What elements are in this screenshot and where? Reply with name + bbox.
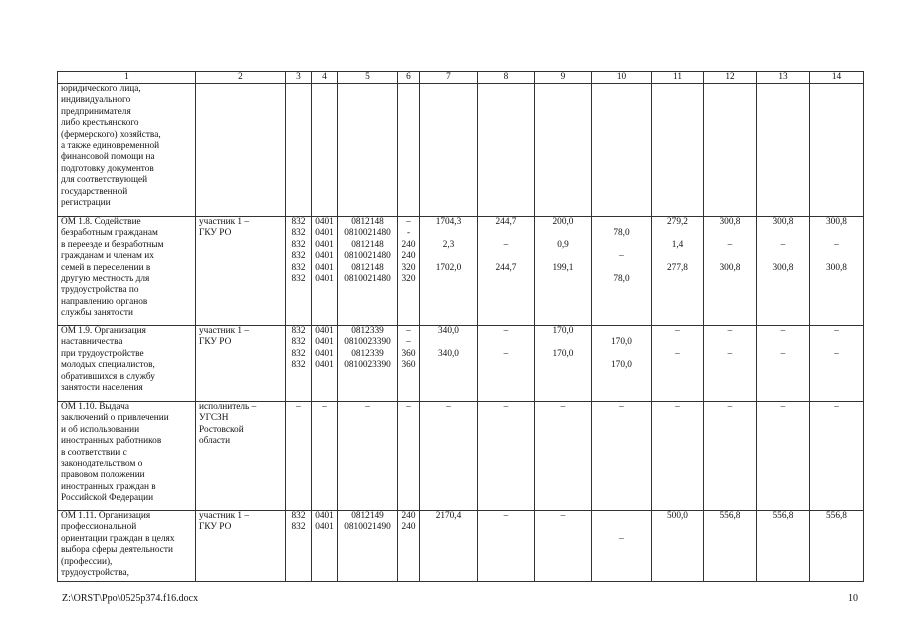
cell-value: 0810021480 — [344, 251, 391, 262]
table-cell — [338, 326, 398, 402]
cell-value: – — [727, 348, 733, 359]
cell-value: 0812148 — [351, 217, 384, 227]
column-header: 3 — [286, 72, 312, 84]
cell-value — [537, 360, 589, 371]
cell-value — [422, 274, 475, 285]
table-cell — [535, 84, 592, 217]
cell-value: 500,0 — [667, 511, 688, 521]
column-header: 9 — [535, 72, 592, 84]
table-cell — [478, 402, 535, 511]
table-cell — [478, 326, 535, 402]
cell-value: 0812339 — [351, 348, 384, 359]
cell-value: 244,7 — [495, 217, 517, 227]
cell-value: 0401 — [315, 348, 334, 359]
cell-value: 340,0 — [438, 348, 459, 359]
table-cell — [757, 511, 810, 582]
table-cell — [810, 326, 864, 402]
cell-value: – — [727, 402, 733, 412]
cell-value: 832 — [291, 337, 306, 348]
table-cell — [757, 326, 810, 402]
cell-value — [422, 337, 475, 348]
cell-value: 300,8 — [719, 262, 741, 273]
table-cell — [478, 84, 535, 217]
cell-value: – — [503, 402, 509, 412]
measure-description: ОМ 1.11. Организация профессиональной ориентации граждан в целях выбора сферы деятельности (профессии), трудоустройства, — [58, 511, 196, 582]
table-cell — [704, 326, 757, 402]
cell-value: 0401 — [315, 251, 334, 262]
cell-value: 0401 — [315, 217, 334, 227]
table-cell — [704, 84, 757, 217]
cell-value — [654, 360, 701, 371]
cell-value: 0810023390 — [344, 360, 391, 371]
cell-value: 300,8 — [826, 217, 847, 227]
table-cell — [478, 511, 535, 582]
cell-value: 0401 — [315, 239, 334, 250]
cell-value: 240 — [401, 251, 416, 262]
table-cell — [478, 217, 535, 326]
responsible-party: участник 1 – ГКУ РО — [196, 217, 286, 326]
cell-value: 0401 — [315, 228, 334, 239]
cell-value: – — [296, 402, 301, 412]
cell-value — [654, 337, 701, 348]
cell-value: – — [503, 326, 509, 336]
table-cell — [704, 217, 757, 326]
table-cell — [312, 217, 338, 326]
cell-value: 556,8 — [826, 511, 847, 521]
cell-value — [480, 251, 532, 262]
column-header: 4 — [312, 72, 338, 84]
cell-value: – — [727, 239, 733, 250]
cell-value — [812, 251, 861, 262]
cell-value — [594, 511, 649, 522]
table-cell — [420, 402, 478, 511]
cell-value: 832 — [291, 360, 306, 371]
responsible-party — [196, 84, 286, 217]
column-header: 13 — [757, 72, 810, 84]
table-cell — [592, 84, 652, 217]
cell-value: 170,0 — [611, 360, 632, 371]
cell-value: 170,0 — [552, 348, 574, 359]
cell-value — [706, 274, 754, 285]
cell-value: 0810021480 — [344, 228, 391, 239]
cell-value — [759, 337, 807, 348]
cell-value — [759, 274, 807, 285]
cell-value: 199,1 — [552, 262, 574, 273]
cell-value — [480, 360, 532, 371]
table-row — [58, 326, 864, 402]
cell-value: 340,0 — [438, 326, 459, 336]
cell-value: 0401 — [315, 360, 334, 371]
cell-value: – — [780, 326, 786, 336]
cell-value — [537, 228, 589, 239]
cell-value: – — [619, 251, 624, 262]
column-header: 7 — [420, 72, 478, 84]
cell-value — [594, 240, 649, 251]
table-cell — [312, 402, 338, 511]
cell-value: – — [503, 239, 509, 250]
cell-value: 0812148 — [351, 239, 384, 250]
cell-value — [480, 274, 532, 285]
cell-value: – — [560, 511, 566, 521]
table-cell — [398, 217, 420, 326]
table-row — [58, 84, 864, 217]
table-cell — [312, 511, 338, 582]
cell-value: 0,9 — [557, 239, 569, 250]
cell-value: – — [675, 348, 680, 359]
table-cell — [757, 402, 810, 511]
table-cell — [535, 511, 592, 582]
table-cell — [652, 217, 704, 326]
cell-value: 0812148 — [351, 262, 384, 273]
column-header: 8 — [478, 72, 535, 84]
cell-value: 832 — [291, 273, 306, 284]
cell-value: 279,2 — [667, 217, 688, 227]
cell-value: – — [834, 239, 839, 250]
cell-value: – — [619, 402, 624, 412]
cell-value: - — [406, 228, 411, 239]
table-cell — [338, 84, 398, 217]
cell-value — [706, 251, 754, 262]
table-cell — [338, 511, 398, 582]
column-header: 10 — [592, 72, 652, 84]
cell-value: 2,3 — [442, 239, 455, 250]
table-cell — [286, 326, 312, 402]
table-cell — [286, 84, 312, 217]
table-cell — [592, 402, 652, 511]
table-cell — [810, 84, 864, 217]
table-cell — [535, 402, 592, 511]
cell-value: 240 — [401, 511, 416, 521]
cell-value: 832 — [291, 511, 306, 521]
cell-value — [537, 274, 589, 285]
cell-value: – — [503, 511, 509, 521]
cell-value: 170,0 — [552, 326, 574, 336]
cell-value — [537, 337, 589, 348]
cell-value: 277,8 — [667, 262, 688, 273]
cell-value: – — [834, 348, 839, 359]
cell-value: 0401 — [315, 262, 334, 273]
cell-value: – — [322, 402, 327, 412]
header-row — [58, 72, 864, 84]
cell-value: – — [406, 326, 411, 336]
cell-value — [594, 522, 649, 533]
cell-value: 0401 — [315, 511, 334, 521]
cell-value — [480, 337, 532, 348]
cell-value — [759, 360, 807, 371]
responsible-party: участник 1 – ГКУ РО — [196, 326, 286, 402]
table-cell — [420, 84, 478, 217]
cell-value: 78,0 — [613, 273, 630, 284]
table-cell — [398, 511, 420, 582]
column-header: 1 — [58, 72, 196, 84]
cell-value: 360 — [401, 360, 416, 371]
cell-value — [422, 228, 475, 239]
cell-value: – — [560, 402, 566, 412]
cell-value: 0401 — [315, 326, 334, 336]
cell-value: 832 — [291, 326, 306, 336]
table-cell — [704, 511, 757, 582]
table-cell — [810, 217, 864, 326]
cell-value: 240 — [401, 239, 416, 250]
cell-value — [422, 251, 475, 262]
table-cell — [398, 402, 420, 511]
cell-value: 556,8 — [772, 511, 794, 521]
cell-value: 320 — [401, 273, 416, 284]
table-cell — [535, 326, 592, 402]
cell-value: 832 — [291, 348, 306, 359]
cell-value: 832 — [291, 217, 306, 227]
cell-value: 1,4 — [671, 239, 684, 250]
column-header: 2 — [196, 72, 286, 84]
table-cell — [757, 84, 810, 217]
table-cell — [338, 402, 398, 511]
cell-value — [812, 337, 861, 348]
cell-value: 0810021490 — [344, 522, 391, 533]
cell-value: 320 — [401, 262, 416, 273]
cell-value: – — [834, 326, 839, 336]
cell-value: – — [619, 533, 624, 544]
cell-value: 0401 — [315, 337, 334, 348]
cell-value: 832 — [291, 251, 306, 262]
cell-value: – — [675, 326, 680, 336]
table-cell — [652, 402, 704, 511]
cell-value: – — [406, 337, 411, 348]
table-cell — [286, 217, 312, 326]
cell-value: – — [406, 402, 411, 412]
cell-value: 200,0 — [552, 217, 574, 227]
table-cell — [652, 511, 704, 582]
cell-value: 78,0 — [613, 228, 630, 239]
cell-value: 360 — [401, 348, 416, 359]
responsible-party: исполнитель – УГСЗН Ростовской области — [196, 402, 286, 511]
measure-description: ОМ 1.9. Организация наставничества при трудоустройстве молодых специалистов, обратившихся в службу занятости населения — [58, 326, 196, 402]
cell-value: – — [727, 326, 733, 336]
table-cell — [592, 326, 652, 402]
cell-value — [480, 228, 532, 239]
footer-file-path: Z:\ORST\Ppo\0525p374.f16.docx — [62, 593, 199, 604]
table-cell — [398, 326, 420, 402]
cell-value — [654, 228, 701, 239]
cell-value — [706, 228, 754, 239]
cell-value: 1702,0 — [435, 262, 462, 273]
cell-value — [594, 349, 649, 360]
table-cell — [592, 217, 652, 326]
cell-value — [537, 251, 589, 262]
table-cell — [810, 402, 864, 511]
cell-value — [594, 326, 649, 337]
measure-description: ОМ 1.8. Содействие безработным гражданам в переезде и безработным гражданам и членам их семей в переселении в другую местность для трудоустройства по направлению органов службы занятости — [58, 217, 196, 326]
table-row — [58, 217, 864, 326]
measure-description: ОМ 1.10. Выдача заключений о привлечении и об использовании иностранных работников в соответствии с законодательством о правовом положении иностранных граждан в Российской Федерации — [58, 402, 196, 511]
cell-value: – — [780, 348, 786, 359]
table-cell — [757, 217, 810, 326]
cell-value — [594, 263, 649, 274]
cell-value: 0401 — [315, 273, 334, 284]
cell-value — [706, 337, 754, 348]
cell-value: 300,8 — [772, 262, 794, 273]
cell-value — [759, 228, 807, 239]
cell-value: 0401 — [315, 522, 334, 533]
responsible-party: участник 1 – ГКУ РО — [196, 511, 286, 582]
cell-value — [654, 274, 701, 285]
cell-value: 832 — [291, 262, 306, 273]
column-header: 6 — [398, 72, 420, 84]
table-cell — [592, 511, 652, 582]
cell-value: 1704,3 — [435, 217, 462, 227]
cell-value — [422, 360, 475, 371]
table-cell — [704, 402, 757, 511]
cell-value: 300,8 — [826, 262, 847, 273]
cell-value: 556,8 — [719, 511, 741, 521]
cell-value — [812, 274, 861, 285]
cell-value: – — [834, 402, 839, 412]
cell-value — [706, 360, 754, 371]
cell-value: 832 — [291, 228, 306, 239]
cell-value: – — [406, 217, 411, 227]
cell-value: – — [365, 402, 370, 412]
table-cell — [652, 84, 704, 217]
column-header: 11 — [652, 72, 704, 84]
cell-value: 2170,4 — [435, 511, 462, 521]
cell-value: – — [780, 239, 786, 250]
table-cell — [338, 217, 398, 326]
table-cell — [420, 326, 478, 402]
table-cell — [398, 84, 420, 217]
cell-value — [594, 217, 649, 228]
table-cell — [420, 511, 478, 582]
cell-value: – — [675, 402, 680, 412]
cell-value: 0812149 — [351, 511, 384, 521]
cell-value — [654, 251, 701, 262]
column-header: 12 — [704, 72, 757, 84]
budget-table — [57, 71, 864, 582]
table-cell — [286, 511, 312, 582]
table-cell — [810, 511, 864, 582]
table-cell — [535, 217, 592, 326]
cell-value: 0810021480 — [344, 273, 391, 284]
cell-value: 0812339 — [351, 326, 384, 336]
column-header: 14 — [810, 72, 864, 84]
cell-value — [812, 360, 861, 371]
cell-value: 170,0 — [611, 337, 632, 348]
table-cell — [420, 217, 478, 326]
cell-value: 300,8 — [772, 217, 794, 227]
table-row — [58, 402, 864, 511]
table-cell — [652, 326, 704, 402]
cell-value: 832 — [291, 522, 306, 533]
page-number: 10 — [848, 593, 858, 604]
cell-value: 240 — [401, 522, 416, 533]
cell-value — [812, 228, 861, 239]
cell-value: – — [780, 402, 786, 412]
table-cell — [312, 326, 338, 402]
measure-description: юридического лица, индивидуального предпринимателя либо крестьянского (фермерского) хозяйства, а также единовременной финансовой помощи на подготовку документов для соответствующей государственной регистрации — [58, 84, 196, 217]
cell-value: 300,8 — [719, 217, 741, 227]
cell-value: 244,7 — [495, 262, 517, 273]
table-row — [58, 511, 864, 582]
cell-value: – — [503, 348, 509, 359]
cell-value: 832 — [291, 239, 306, 250]
table-cell — [312, 84, 338, 217]
column-header: 5 — [338, 72, 398, 84]
table-cell — [286, 402, 312, 511]
cell-value: – — [446, 402, 451, 412]
cell-value: 0810023390 — [344, 337, 391, 348]
cell-value — [759, 251, 807, 262]
